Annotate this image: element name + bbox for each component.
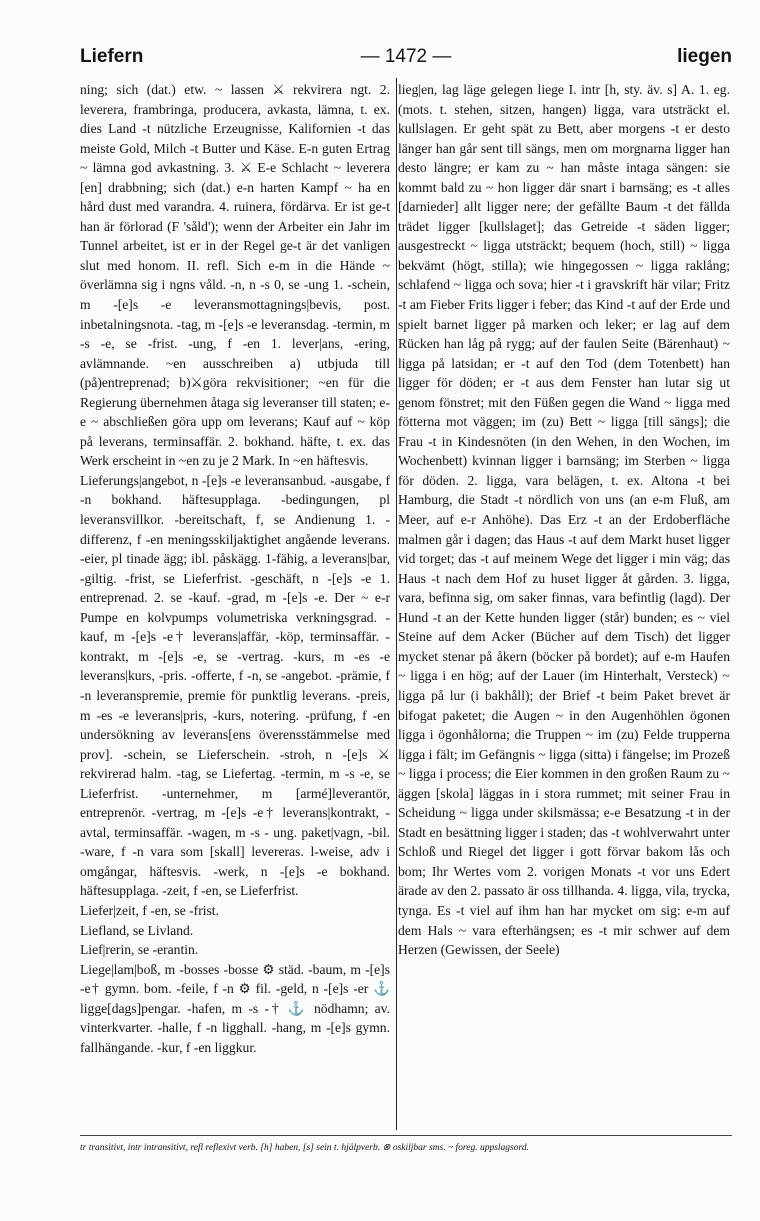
left-column: [80, 80, 390, 1057]
entry-liegen: lieg|en, lag läge gelegen liege I. intr [h, sty. äv. s] A. 1. eg. (mots. t. stehen, sitzen, hangen) ligga, vara utsträckt el. kullslagen. Er geht spät zu Bett, aber morgens -t er desto länger han går sent till sängs, men om morgnarna ligger han desto längre; er kam zu ~ han måste intaga sängen: sie kommt bald zu ~ hon ligger där snart i barnsäng; es -t alles [darnieder] allt ligger nere; der gefällte Baum -t det fällda trädet ligger [kullslaget]; das Getreide -t säden ligger; ausgestreckt ~ ligga utsträckt; bequem (hoch, still) ~ ligga bekvämt (högt, stilla); wie hingegossen ~ ligga raklång; schlafend ~ ligga och sova; hier -t i gravskrift här vilar; Fritz -t am Fieber Frits ligger i feber; das Kind -t auf der Erde und spielt barnet ligger på marken och leker; er lag auf dem Rücken han låg på rygg; auf der faulen Seite (Bärenhaut) ~ ligga på latsidan; er -t auf den Tod (dem Totenbett) han ligger för döden; er -t aus dem Fenster han lutar sig ut genom fönstret; mit den Füßen gegen die Wand ~ ligga med fötterna mot väggen; im (zu) Bett ~ ligga [till sängs]; die Frau -t in Kindesnöten (in den Wehen, in den Wochen, im Wochenbett) kvinnan ligger i barnsäng; im Sterben ~ ligga för döden. 2. ligga, vara belägen, t. ex. Altona -t bei Hamburg, die Stadt -t nördlich von uns (an e-m Fluß, am Meer, auf e-r Anhöhe). Das Erz -t an der Erdoberfläche malmen går i dagen; das Haus -t auf dem Markt huset ligger vid torget; das -t auf meinem Wege det ligger i min väg; das Haus -t nach dem Hof zu huset ligger åt gården. 3. ligga, vara, befinna sig, om saker finnas, vara befintlig (lagd). Der Hund -t an der Kette hunden ligger (står) bunden; es ~ viel Steine auf dem Acker (Bücher auf dem Tisch) det ligger mycket stenar på åkern (böcker på bordet); auf e-m Haufen ~ ligga i en hög; auf der Lauer (im Hinterhalt, Versteck) ~ ligga på lur (i bakhåll); der Brief -t beim Paket brevet är bifogat paketet; die Augen ~ in den Augenhöhlen ögonen ligga i ögonhålorna; die Truppen ~ im (zu) Felde trupperna ligga i fält; im Gefängnis ~ ligga (sitta) i fängelse; im Prozeß ~ ligga i process; die Eier kommen in den großen Raum zu ~ äggen [skola] läggas in i stora rummet; mit seiner Frau in Scheidung ~ ligga under skilsmässa; e-e Besatzung -t in der Stadt en besättning ligger i staden; das -t wohlverwahrt unter Schloß und Riegel det ligger i gott förvar bakom lås och bom; Ihr Wertes vom 2. vorigen Monats -t vor uns Edert ärade av den 2. passato är oss tillhanda. 4. ligga, vila, trycka, tynga. Es -t viel auf ihm han har mycket om sig: e-m auf dem Hals ~ vara efterhängsen; es -t mir schwer auf dem Herzen (Gewissen, der Seele): [398, 82, 730, 958]
column-divider: [396, 78, 397, 1130]
entry-lieferzeit: Liefer|zeit, f -en, se -frist.: [80, 902, 219, 918]
footer-rule: [80, 1135, 732, 1136]
entry-liege: Liege|lam|boß, m -bosses -bosse ⚙ städ. -baum, m -[e]s -e† gymn. bom. -feile, f -n ⚙ fil. -geld, n -[e]s -er ⚓ ligge[dags]pengar. -hafen, m -s -† ⚓ nödhamn; av. vinterkvarter. -halle, f -n ligghall. -hang, m -[e]s gymn. fallhängande. -kur, f -en liggkur.: [80, 961, 390, 1055]
entry-liefrerin: Lief|rerin, se -erantin.: [80, 942, 199, 958]
right-column: [398, 80, 730, 960]
header-left-word: Liefern: [80, 46, 144, 67]
header-right-word: liegen: [677, 46, 732, 67]
entry-lieferungs: Lieferungs|angebot, n -[e]s -e leveransanbud. -ausgabe, f -n bokhand. häftesupplaga. -bedingungen, pl leveransvillkor. -bereitschaft, f, se Andienung 1. -differenz, f -en meningsskiljaktighet angående leverans. -eier, pl tinade ägg; ibl. påskägg. 1-fähig, a leverans|bar, -giltig. -frist, se Lieferfrist. -geschäft, n -[e]s -e 1. entreprenad. 2. se -kauf. -grad, m -[e]s -e. Der ~ e-r Pumpe en kolvpumps volumetriska verkningsgrad. -kauf, m -[e]s -e† leverans|affär, -köp, terminsaffär. -kontrakt, m -[e]s -e, se -vertrag. -kurs, m -es -e leverans|kurs, -pris. -offerte, f -n, se -angebot. -prämie, f -n leveranspremie, premie för punktlig leverans. -preis, m -es -e leverans|pris, -kurs, notering. -prüfung, f -en undersökning av leverans[ens överensstämmelse med prov]. -schein, se Lieferschein. -stroh, n -[e]s ⚔ rekvirerad halm. -tag, se Liefertag. -termin, m -s -e, se Lieferfrist. -unternehmer, m [armé]leverantör, entreprenör. -vertrag, m -[e]s -e† leverans|kontrakt, -avtal, terminsaffär. -wagen, m -s - ung. paket|vagn, -bil. -ware, f -n vara som [skall] levereras. l-weise, adv i omgångar, häftesvis. -werk, n -[e]s -e bokhand. häftesupplaga. -zeit, f -en, se Lieferfrist.: [80, 472, 390, 899]
page-header: [80, 46, 732, 72]
entry-liefern-continued: ning; sich (dat.) etw. ~ lassen ⚔ rekvirera ngt. 2. leverera, frambringa, producera, avkasta, lämna, t. ex. dies Land -t nützliche Erzeugnisse, Kalifornien -t das meiste Gold, Milch -t Butter und Käse. E-n guten Ertrag ~ lämna god avkastning. 3. ⚔ E-e Schlacht ~ leverera [en] drabbning; sich (dat.) e-n harten Kampf ~ ha en hård dust med varandra. 4. ruinera, fördärva. Er ist ge-t han är förlorad (F 'såld'); wenn der Arbeiter ein Jahr im Tunnel arbeitet, ist er in der Regel ge-t är det vanligen slut med honom. II. refl. Sich e-m in die Hände ~ överlämna sig i ngns våld. -n, n -s 0, se -ung 1. -schein, m -[e]s -e leveransmottagnings|bevis, post. inbetalningsnota. -tag, m -[e]s -e leveransdag. -termin, m -s -e, se -frist. -ung, f -en 1. lever|ans, -ering, avlämnande. ~en ausschreiben a) utbjuda till (på)entreprenad; b)⚔göra rekvisitioner; ~en für die Regierung übernehmen åtaga sig leveranser till staten; e-e ~ abschließen göra upp om leverans; Kauf auf ~ köp på leverans, terminsaffär. 2. bokhand. häfte, t. ex. das Werk erscheint in ~en zu je 2 Mark. In ~en häftesvis.: [80, 82, 390, 469]
abbreviation-footer: tr transitivt, intr intransitivt, refl reflexivt verb. [h] haben, [s] sein t. hjälpverb. ⊗ oskiljbar sms. ~ foreg. uppslagsord.: [80, 1143, 529, 1153]
entry-liefland: Liefland, se Livland.: [80, 922, 194, 938]
page-number: — 1472 —: [360, 46, 452, 67]
